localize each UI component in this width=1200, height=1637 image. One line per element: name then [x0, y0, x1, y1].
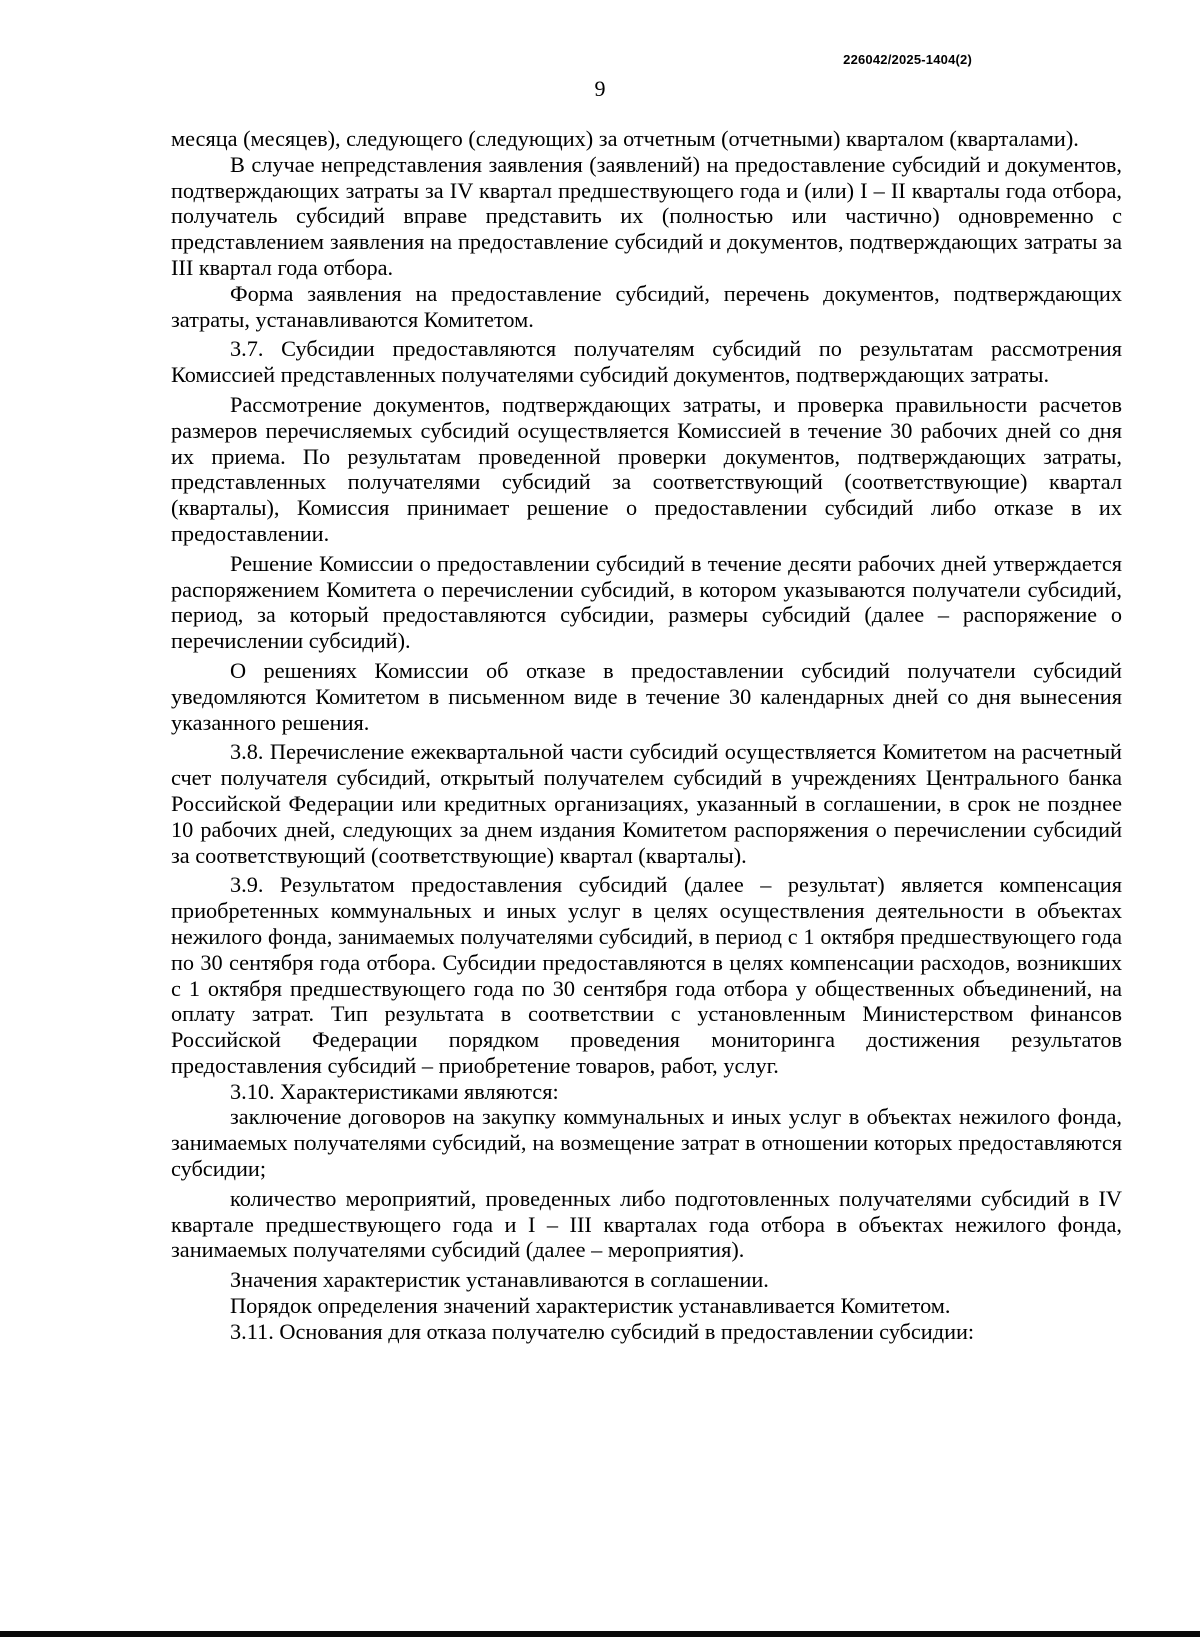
paragraph: Рассмотрение документов, подтверждающих затраты, и проверка правильности расчетов размеров перечисляемых субсидий осуществляется Комиссией в течение 30 рабочих дней со дня их приема. По результатам проведенной проверки документов, подтверждающих затраты, представленных получателями субсидий за соответствующий (соответствующие) квартал (кварталы), Комиссия принимает решение о предоставлении субсидий либо отказе в их предоставлении. — [171, 391, 1122, 546]
paragraph: 3.8. Перечисление ежеквартальной части субсидий осуществляется Комитетом на расчетный счет получателя субсидий, открытый получателем субсидий в учреждениях Центрального банка Российской Федерации или кредитных организациях, указанный в соглашении, в срок не позднее 10 рабочих дней, следующих за днем издания Комитетом распоряжения о перечислении субсидий за соответствующий (соответствующие) квартал (кварталы). — [171, 739, 1122, 868]
paragraph: Порядок определения значений характеристик устанавливается Комитетом. — [230, 1293, 951, 1319]
paragraph: Форма заявления на предоставление субсидий, перечень документов, подтверждающих затраты, устанавливаются Комитетом. — [171, 280, 1122, 332]
document-body — [171, 126, 1122, 1345]
page-number: 9 — [594, 76, 606, 101]
paragraph: 3.10. Характеристиками являются: — [230, 1078, 559, 1104]
paragraph: количество мероприятий, проведенных либо подготовленных получателями субсидий в IV квартале предшествующего года и I – III кварталах года отбора в объектах нежилого фонда, занимаемых получателями субсидий (далее – мероприятия). — [171, 1185, 1122, 1263]
paragraph: В случае непредставления заявления (заявлений) на предоставление субсидий и документов, подтверждающих затраты за IV квартал предшествующего года и (или) I – II кварталы года отбора, получатель субсидий вправе представить их (полностью или частично) одновременно с представлением заявления на предоставление субсидий и документов, подтверждающих затраты за III квартал года отбора. — [171, 151, 1122, 280]
paragraph: Значения характеристик устанавливаются в соглашении. — [230, 1267, 769, 1293]
scan-edge-divider — [0, 1631, 1200, 1637]
paragraph: 3.9. Результатом предоставления субсидий (далее – результат) является компенсация приобретенных коммунальных и иных услуг в целях осуществления деятельности в объектах нежилого фонда, занимаемых получателями субсидий, в период с 1 октября предшествующего года по 30 сентября года отбора. Субсидии предоставляются в целях компенсации расходов, возникших с 1 октября предшествующего года по 30 сентября года отбора у общественных объединений, на оплату затрат. Тип результата в соответствии с установленным Министерством финансов Российской Федерации порядком проведения мониторинга достижения результатов предоставления субсидий – приобретение товаров, работ, услуг. — [171, 872, 1122, 1078]
paragraph: Решение Комиссии о предоставлении субсидий в течение десяти рабочих дней утверждается распоряжением Комитета о перечислении субсидий, в котором указываются получатели субсидий, период, за который предоставляются субсидии, размеры субсидий (далее – распоряжение о перечислении субсидий). — [171, 550, 1122, 654]
paragraph: 3.11. Основания для отказа получателю субсидий в предоставлении субсидии: — [230, 1318, 975, 1344]
paragraph: О решениях Комиссии об отказе в предоставлении субсидий получатели субсидий уведомляются Комитетом в письменном виде в течение 30 календарных дней со дня вынесения указанного решения. — [171, 657, 1122, 735]
paragraph: месяца (месяцев), следующего (следующих) за отчетным (отчетными) кварталом (кварталами). — [171, 126, 1079, 151]
paragraph: 3.7. Субсидии предоставляются получателям субсидий по результатам рассмотрения Комиссией представленных получателями субсидий документов, подтверждающих затраты. — [171, 336, 1122, 388]
paragraph: заключение договоров на закупку коммунальных и иных услуг в объектах нежилого фонда, занимаемых получателями субсидий, на возмещение затрат в отношении которых предоставляются субсидии; — [171, 1104, 1122, 1182]
document-number: 226042/2025-1404(2) — [843, 52, 972, 67]
